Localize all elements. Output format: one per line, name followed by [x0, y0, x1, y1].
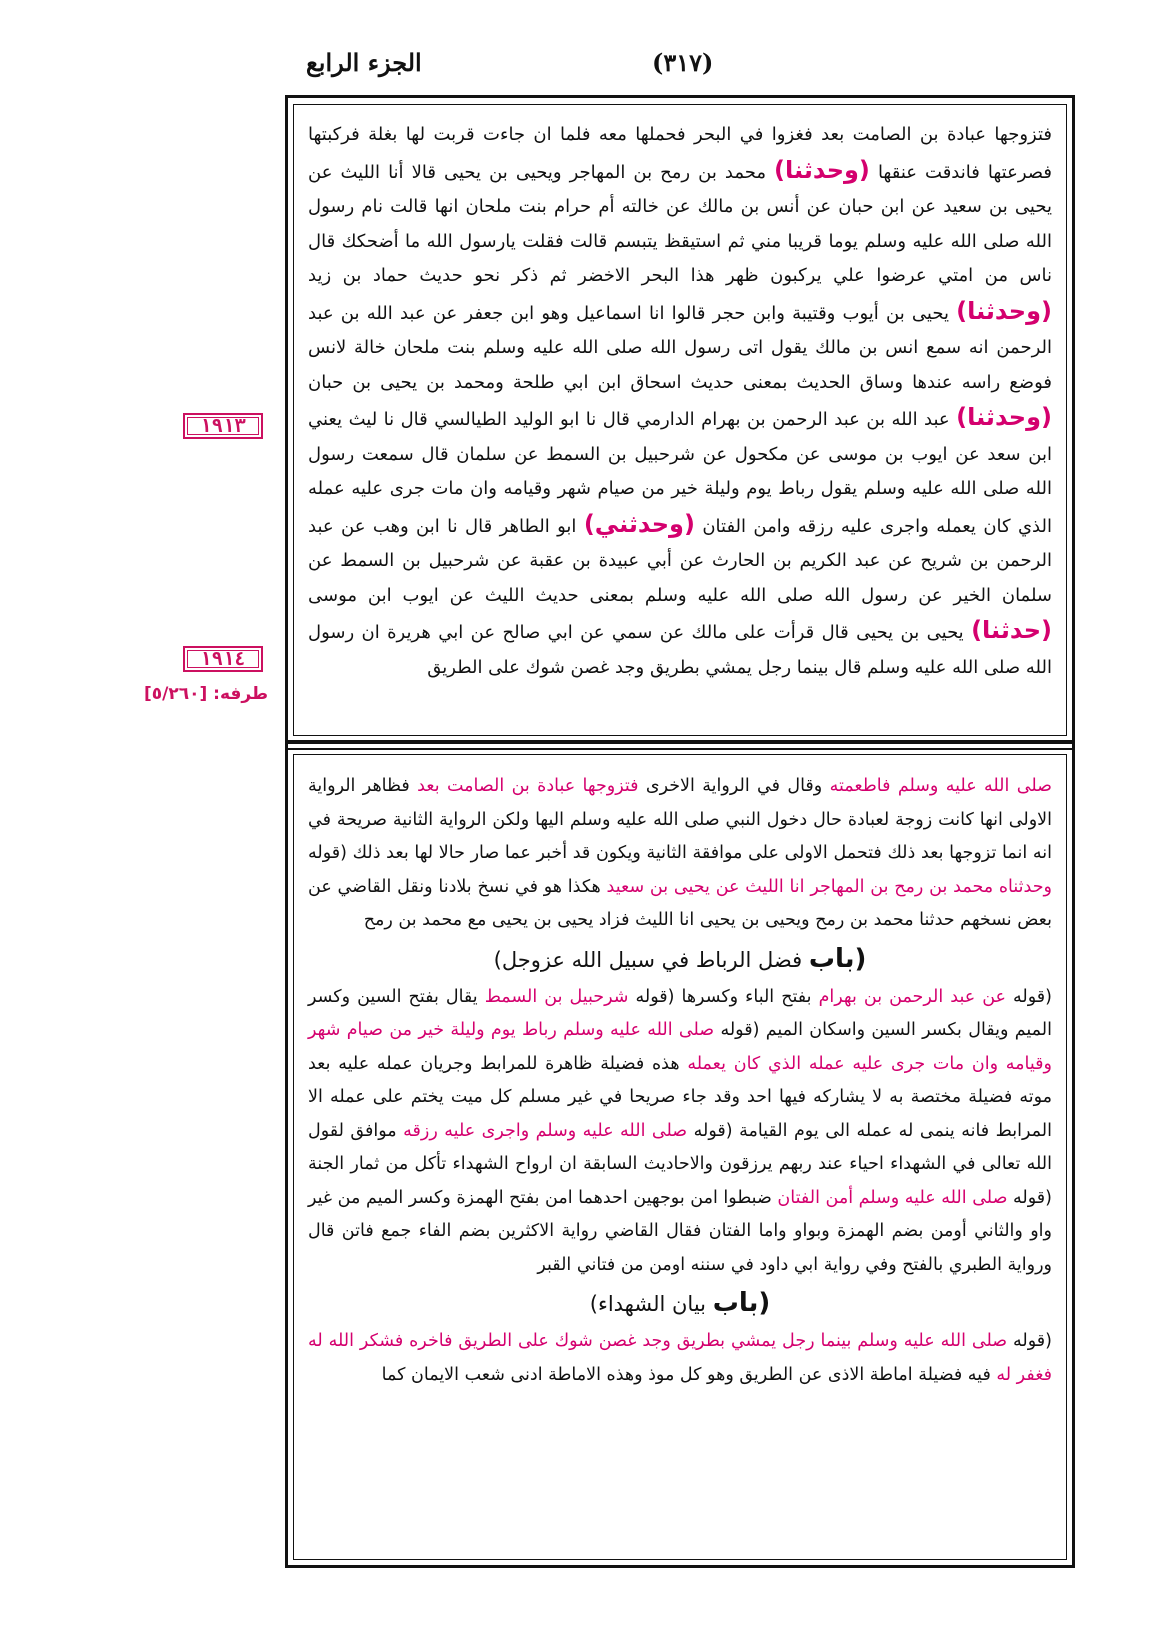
highlighted-quote: فتزوجها عبادة بن الصامت بعد	[417, 776, 639, 796]
tarafa-reference: طرفه: [٥/٢٦٠]	[143, 684, 268, 704]
narration-keyword: (وحدثنا)	[774, 155, 870, 184]
panel-separator-thick	[288, 740, 1072, 744]
hadith-text-segment: فتزوجها عبادة بن الصامت بعد فغزوا في البحر فحملها معه فلما ان جاءت قربت لها بغلة فركبتها فصرعتها فاندقت عنقها	[308, 124, 1052, 183]
commentary-segment: هكذا هو في نسخ بلادنا ونقل القاضي عن بعض نسخهم حدثنا محمد بن رمح ويحيى بن يحيى انا الليث فزاد يحيى بن يحيى مع محمد بن رمح	[308, 876, 1052, 930]
hadith-text	[308, 118, 1052, 685]
commentary-segment: يقال بفتح السين وكسر الميم ويقال بكسر السين واسكان الميم (قوله	[308, 986, 1052, 1040]
narration-keyword: (وحدثنا)	[956, 296, 1052, 325]
highlighted-quote: وحدثناه محمد بن رمح بن المهاجر انا الليث عن يحيى بن سعيد	[606, 876, 1052, 897]
commentary-segment: فيه فضيلة اماطة الاذى عن الطريق وهو كل موذ وهذه الاماطة ادنى شعب الايمان كما	[381, 1364, 991, 1385]
commentary-paragraph	[308, 981, 1052, 1283]
highlighted-quote: صلى الله عليه وسلم واجرى عليه رزقه	[403, 1120, 688, 1141]
commentary-paragraph	[308, 770, 1052, 938]
commentary-segment: وقال في الرواية الاخرى	[645, 776, 823, 796]
highlighted-quote: صلى الله عليه وسلم رباط يوم وليلة خير من صيام شهر وقيامه وان مات جرى عليه عمله الذي كان يعمله	[308, 1020, 1052, 1074]
chapter-word: (باب	[808, 943, 867, 974]
hadith-number-1914: ١٩١٤	[183, 646, 263, 672]
chapter-title	[308, 1284, 1052, 1323]
hadith-text-segment: يحيى بن أيوب وقتيبة وابن حجر قالوا انا اسماعيل وهو ابن جعفر عن عبد الله بن عبد الرحمن انه سمع انس بن مالك يقول اتى رسول الله صلى الله عليه وسلم بنت ملحان خالة لانس فوضع راسه عندها وساق الحديث بمعنى حديث اسحاق ابن ابي طلحة ومحمد بن يحيى بن حبان	[308, 302, 1052, 393]
chapter-title-text: فضل الرباط في سبيل الله عزوجل)	[493, 947, 803, 972]
panel-separator-thin	[288, 748, 1072, 750]
chapter-title-text: بيان الشهداء)	[589, 1292, 706, 1316]
hadith-number-1913: ١٩١٣	[183, 413, 263, 439]
commentary-paragraph	[308, 1325, 1052, 1392]
hadith-text-segment: عبد الله بن عبد الرحمن بن بهرام الدارمي قال نا ابو الوليد الطيالسي قال نا ليث يعني ابن سعد عن ايوب بن موسى عن مكحول عن شرحبيل بن السمط عن سلمان قال سمعت رسول الله صلى الله عليه وسلم يقول رباط يوم وليلة خير من صيام شهر وقيامه وان مات جرى عليه عمله الذي كان يعمله واجرى عليه رزقه وامن الفتان	[308, 409, 1052, 537]
commentary-segment: فظاهر الرواية الاولى انها كانت زوجة لعبادة حال دخول النبي صلى الله عليه وسلم اليها ولكن الرواية الثانية صريحة في انه انما تزوجها بعد ذلك فتحمل الاولى على موافقة الثانية ويكون قد أخبر عما صار حالا لها بعد ذلك	[308, 776, 1052, 863]
highlighted-quote: صلى الله عليه وسلم بينما رجل يمشي بطريق وجد غصن شوك على الطريق فاخره فشكر الله له فغفر له	[308, 1331, 1052, 1385]
commentary-segment: بفتح الباء وكسرها (قوله	[635, 986, 812, 1007]
highlighted-quote: عن عبد الرحمن بن بهرام	[818, 986, 1006, 1007]
commentary-segment: ضبطوا امن بوجهين احدهما امن بفتح الهمزة وكسر الميم من غير واو والثاني أومن بضم الهمزة وبواو واما الفتان فقال القاضي رواية الاكثرين بضم الفاء جمع فاتن قال ورواية الطبري بالفتح وفي رواية ابي داود في سننه اومن من فتاني القبر	[308, 1187, 1052, 1275]
commentary-text	[308, 770, 1052, 1392]
chapter-word: (باب	[712, 1288, 771, 1318]
commentary-segment: (قوله	[1013, 986, 1052, 1007]
hadith-text-segment: يحيى بن يحيى قال قرأت على مالك عن سمي عن ابي صالح عن ابي هريرة ان رسول الله صلى الله عليه وسلم قال بينما رجل يمشي بطريق وجد غصن شوك على الطريق	[308, 622, 1052, 678]
narration-keyword: (وحدثنا)	[956, 403, 1052, 431]
part-title: الجزء الرابع	[306, 48, 422, 77]
chapter-title	[308, 940, 1052, 979]
hadith-text-segment: محمد بن رمح بن المهاجر ويحيى بن يحيى قالا أنا الليث عن يحيى بن سعيد عن ابن حبان عن أنس بن مالك عن خالته أم حرام بنت ملحان انها قالت نام رسول الله صلى الله عليه وسلم يوما قريبا مني ثم استيقظ يتبسم قالت فقلت يارسول الله ما أضحكك قال ناس من امتي عرضوا علي يركبون ظهر هذا البحر الاخضر ثم ذكر نحو حديث حماد بن زيد	[308, 161, 1052, 286]
page-number: (٣١٧)	[652, 48, 714, 77]
commentary-segment: موافق لقول الله تعالى في الشهداء احياء عند ربهم يرزقون والاحاديث السابقة ان ارواح الشهداء تأكل من ثمار الجنة (قوله	[308, 1120, 1052, 1208]
highlighted-quote: صلى الله عليه وسلم أمن الفتان	[777, 1187, 1008, 1208]
commentary-segment: (قوله	[1013, 1331, 1052, 1351]
commentary-segment: (قوله	[308, 843, 347, 863]
narration-keyword: (وحدثني)	[583, 509, 695, 538]
hadith-text-segment: ابو الطاهر قال نا ابن وهب عن عبد الرحمن بن شريح عن عبد الكريم بن الحارث عن أبي عبيدة بن عقبة عن شرحبيل بن السمط عن سلمان الخير عن رسول الله صلى الله عليه وسلم بمعنى حديث الليث عن ايوب ابن موسى	[308, 515, 1052, 606]
highlighted-quote: صلى الله عليه وسلم فاطعمته	[829, 776, 1052, 796]
narration-keyword: (حدثنا)	[971, 616, 1052, 644]
highlighted-quote: شرحبيل بن السمط	[484, 986, 629, 1007]
commentary-segment: هذه فضيلة ظاهرة للمرابط وجريان عمله عليه بعد موته فضيلة مختصة به لا يشاركه فيها احد وقد جاء صريحا في غير مسلم كل ميت يختم على عمله الا المرابط فانه ينمى له عمله الى يوم القيامة (قوله	[308, 1053, 1052, 1141]
